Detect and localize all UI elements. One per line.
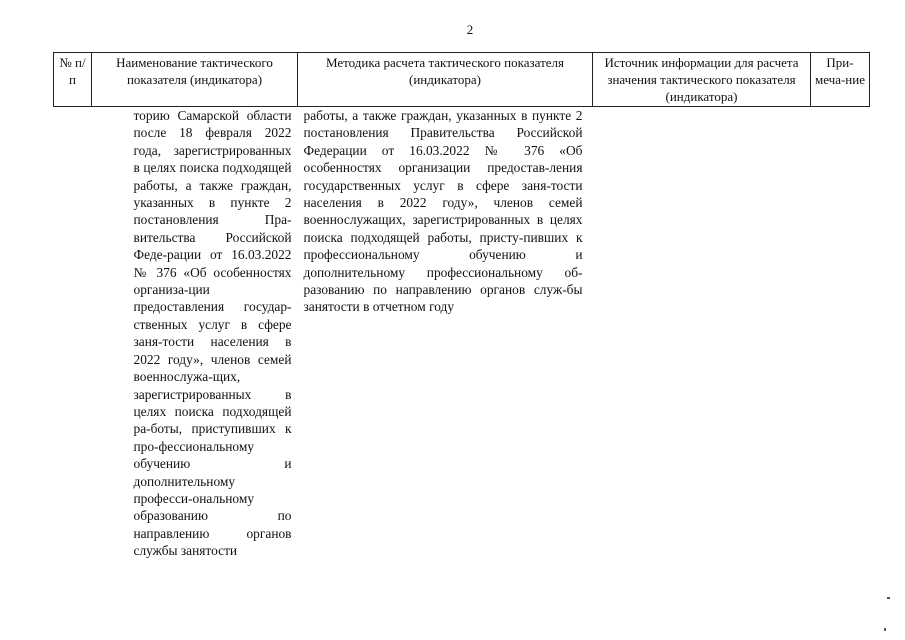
cell-information-source <box>593 107 811 560</box>
table-row <box>54 107 870 560</box>
header-calculation-method: Методика расчета тактического показателя (индикатора) <box>298 53 593 107</box>
scan-speck <box>887 597 890 599</box>
scan-speck <box>884 628 886 631</box>
cell-note <box>811 107 870 560</box>
page-number: 2 <box>466 22 474 37</box>
header-number: № п/п <box>54 53 92 107</box>
cell-number <box>54 107 92 560</box>
indicator-name-text: торию Самарской области после 18 февраля 2022 года, зарегистрированных в целях поиска подходящей работы, а также граждан, указанных в пункте 2 постановления Пра-вительства Российской Феде-рации от 16.03.2022 № 376 «Об особенностях организа-ции предоставления государ-ственных услуг в сфере заня-тости населения в 2022 году», членов семей военнослужа-щих, зарегистрированных в целях поиска подходящей ра-боты, приступивших к про-фессиональному обучению и дополнительному професси-ональному образованию по направлению органов службы занятости <box>133 108 292 559</box>
indicator-table <box>53 52 870 560</box>
cell-indicator-name <box>92 107 298 560</box>
table-header-row <box>54 53 870 107</box>
header-note: При-мечa-ние <box>811 53 870 107</box>
header-information-source: Источник информации для расчета значения тактического показателя (индикатора) <box>593 53 811 107</box>
calculation-method-text: работы, а также граждан, указанных в пункте 2 постановления Правительства Российской Федерации от 16.03.2022 № 376 «Об особенностях организации предостав-ления государственных услуг в сфере заня-тости населения в 2022 году», членов семей военнослужащих, зарегистрированных в целях поиска подходящей работы, присту-пивших к профессиональному обучению и дополнительному профессиональному об-разованию по направлению органов служ-бы занятости в отчетном году <box>303 108 583 315</box>
header-indicator-name: Наименование тактического показателя (индикатора) <box>92 53 298 107</box>
cell-calculation-method <box>298 107 593 560</box>
